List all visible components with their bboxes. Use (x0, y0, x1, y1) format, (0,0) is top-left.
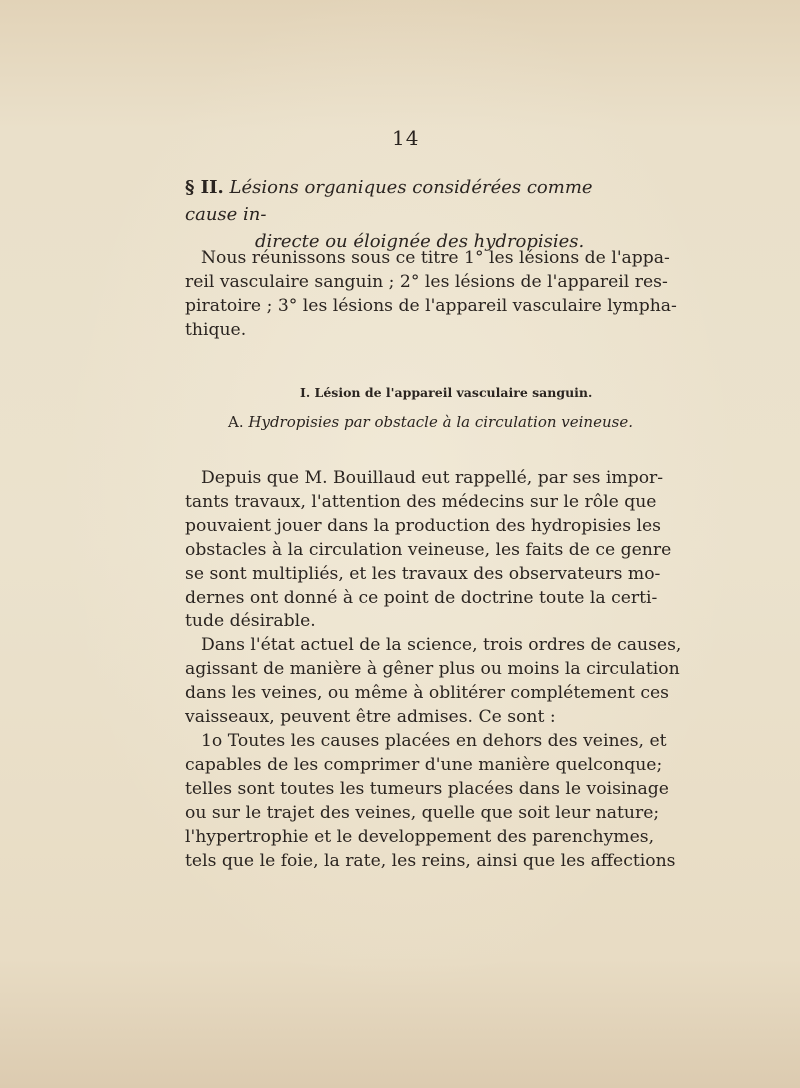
paragraph-line: 1o Toutes les causes placées en dehors des veines, et (201, 731, 667, 751)
paragraph-line: tels que le foie, la rate, les reins, ainsi que les affections (185, 850, 676, 871)
paragraph-line: reil vasculaire sanguin ; 2° les lésions de l'appareil res- (185, 271, 668, 292)
paragraph-line: piratoire ; 3° les lésions de l'appareil vasculaire lympha- (185, 295, 677, 316)
section-heading (185, 174, 625, 255)
paragraph-line: dans les veines, ou même à oblitérer complétement ces (185, 682, 669, 703)
sub-subsection-title: Hydropisies par obstacle à la circulation veineuse. (248, 413, 633, 431)
paragraph-line: telles sont toutes les tumeurs placées dans le voisinage (185, 778, 669, 799)
sub-subsection-prefix: A. (228, 413, 244, 431)
sub-subsection-heading (228, 413, 633, 431)
page-number: 14 (392, 126, 420, 150)
paragraph-line: tude désirable. (185, 611, 316, 632)
paragraph-line: Nous réunissons sous ce titre 1° les lésions de l'appa- (201, 248, 670, 268)
paragraph-line: se sont multipliés, et les travaux des observateurs mo- (185, 563, 661, 584)
paragraph-line: agissant de manière à gêner plus ou moins la circulation (185, 658, 680, 679)
section-mark: § II. (185, 177, 224, 198)
paragraph-line: ou sur le trajet des veines, quelle que soit leur nature; (185, 802, 660, 823)
section-title-line-1: Lésions organiques considérées comme cause in- (185, 177, 593, 225)
paragraph-line: pouvaient jouer dans la production des hydropisies les (185, 515, 662, 536)
paragraph-line: tants travaux, l'attention des médecins sur le rôle que (185, 491, 657, 512)
paragraph-4 (185, 730, 676, 873)
subsection-heading: I. Lésion de l'appareil vasculaire sanguin. (300, 385, 593, 400)
paragraph-3 (185, 634, 682, 730)
paragraph-line: Depuis que M. Bouillaud eut rappellé, par ses impor- (201, 468, 664, 488)
paragraph-2 (185, 467, 672, 634)
paragraph-line: l'hypertrophie et le developpement des parenchymes, (185, 826, 655, 847)
paragraph-line: thique. (185, 319, 247, 340)
section-title-line-2: directe ou éloignée des hydropisies. (255, 231, 585, 252)
intro-paragraph (185, 247, 677, 343)
paragraph-line: capables de les comprimer d'une manière quelconque; (185, 754, 663, 775)
paragraph-line: dernes ont donné à ce point de doctrine toute la certi- (185, 587, 658, 608)
paragraph-line: vaisseaux, peuvent être admises. Ce sont : (185, 706, 556, 727)
paragraph-line: obstacles à la circulation veineuse, les faits de ce genre (185, 539, 672, 560)
paragraph-line: Dans l'état actuel de la science, trois ordres de causes, (201, 635, 682, 655)
